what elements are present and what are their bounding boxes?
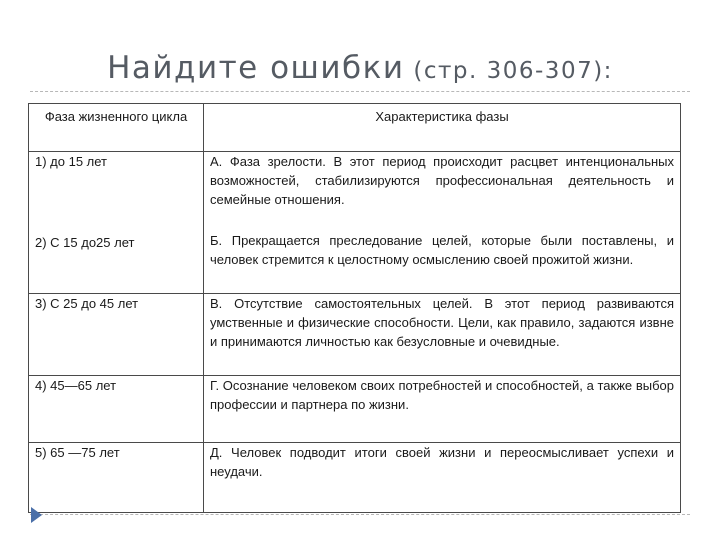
characteristic-cell: [204, 152, 681, 294]
phase-cell: [29, 152, 204, 294]
table-row: [29, 443, 681, 513]
slide-title: [0, 48, 720, 91]
title-main: Найдите ошибки: [107, 50, 405, 86]
phase-label: 4) 45—65 лет: [35, 378, 117, 393]
characteristic-text: Д. Человек подводит итоги своей жизни и переосмысливает успехи и неудачи.: [210, 445, 674, 479]
header-characteristic: Характеристика фазы: [204, 104, 681, 152]
top-divider: [30, 91, 690, 92]
title-sub: (стр. 306-307):: [404, 58, 613, 84]
characteristic-text: В. Отсутствие самостоятельных целей. В этот период развиваются умственные и физические способности. Цели, как правило, задаются извне и принимаются личностью как безусловные и очевидные.: [210, 296, 674, 349]
table-row: [29, 152, 681, 294]
table-row: [29, 294, 681, 376]
table-row: [29, 376, 681, 443]
phase-cell: [29, 443, 204, 513]
phase-cell: [29, 294, 204, 376]
phase-label: 5) 65 —75 лет: [35, 445, 120, 460]
table-header-row: [29, 104, 681, 152]
phase-label: 2) С 15 до25 лет: [35, 235, 135, 250]
bottom-divider: [30, 514, 690, 515]
characteristic-cell: [204, 443, 681, 513]
characteristic-cell: [204, 376, 681, 443]
phase-label: 1) до 15 лет: [35, 154, 108, 169]
life-cycle-table: [28, 103, 681, 513]
phase-label: 3) С 25 до 45 лет: [35, 296, 139, 311]
phase-cell: [29, 376, 204, 443]
characteristic-text: А. Фаза зрелости. В этот период происходит расцвет интенциональных возможностей, стабилизируются профессиональная деятельность и семейные отношения.: [210, 154, 674, 207]
characteristic-text: Б. Прекращается преследование целей, которые были поставлены, и человек стремится к целостному осмыслению своей прожитой жизни.: [210, 233, 674, 267]
triangle-right-icon[interactable]: [31, 507, 42, 523]
characteristic-cell: [204, 294, 681, 376]
header-phase: Фаза жизненного цикла: [29, 104, 204, 152]
characteristic-text: Г. Осознание человеком своих потребностей и способностей, а также выбор профессии и партнера по жизни.: [210, 378, 674, 412]
